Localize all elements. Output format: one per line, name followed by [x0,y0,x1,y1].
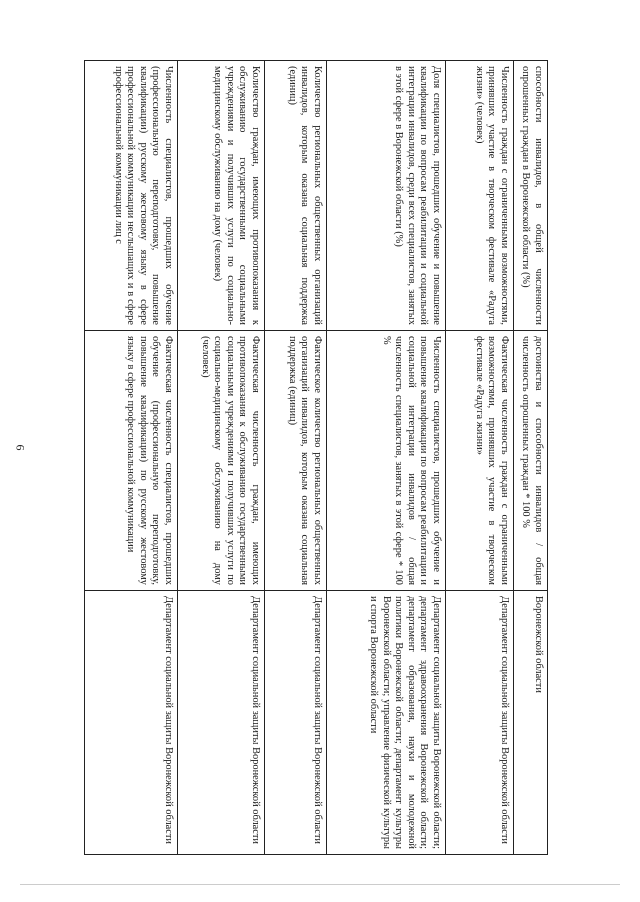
formula-cell: Численность специалистов, прошедших обучение и повышение квалификации по вопросам реабилитации и социальной интеграции инвалидов / общая численность специалистов, занятых в этой сфере * 100 % [327,331,446,591]
indicator-cell: Численность специалистов, прошедших обучение (профессиональную переподготовку, повышение квалификации) русскому жестовому языку в сфере профессиональной коммуникации неслышащих и в сфере профессиональной коммуникации лиц с [85,61,178,331]
indicator-cell: Численность граждан с ограниченными возможностями, принявших участие в творческом фестивале «Радуга жизни» (человек) [446,61,514,331]
table-row [514,61,548,855]
table-row [85,61,178,855]
formula-cell: Фактическое количество региональных общественных организаций инвалидов, которым оказана социальная поддержка (единиц) [265,331,327,591]
formula-cell: Фактическая численность граждан с ограниченными возможностями, принявших участие в творческом фестивале «Радуга жизни» [446,331,514,591]
formula-cell: достоинства и способности инвалидов / общая численность опрошенных граждан * 100 % [514,331,548,591]
table-row [327,61,446,855]
responsible-cell: Воронежской области [514,591,548,855]
page-number: 6 [13,444,28,451]
formula-cell: Фактическая численность граждан, имеющих противопоказания к обслуживанию государственными социальными учреждениями и получивших услуги по социально-медицинскому обслуживанию на дому (человек) [178,331,265,591]
table-row [178,61,265,855]
responsible-cell: Департамент социальной защиты Воронежской области [178,591,265,855]
responsible-cell: Департамент социальной защиты Воронежской области [265,591,327,855]
indicators-table [84,60,548,855]
page-edge-line [20,884,620,885]
indicator-cell: способности инвалидов, в общей численности опрошенных граждан в Воронежской области (%) [514,61,548,331]
responsible-cell: Департамент социальной защиты Воронежской области; департамент здравоохранения Воронежской области; департамент образования, науки и молодежной политики Воронежской области; департамент культуры Воронежской области; управление физической культуры и спорта Воронежской области [327,591,446,855]
responsible-cell: Департамент социальной защиты Воронежской области [446,591,514,855]
indicator-cell: Доля специалистов, прошедших обучение и повышение квалификации по вопросам реабилитации и социальной интеграции инвалидов, среди всех специалистов, занятых в этой сфере в Воронежской области (%) [327,61,446,331]
formula-cell: Фактическая численность специалистов, прошедших обучение (профессиональную переподготовку, повышение квалификации) по русскому жестовому языку в сфере профессиональной коммуникации [85,331,178,591]
table-row [265,61,327,855]
table-row [446,61,514,855]
indicator-cell: Количество граждан, имеющих противопоказания к обслуживанию государственными социальными учреждениями и получивших услуги по социально-медицинскому обслуживанию на дому (человек) [178,61,265,331]
indicator-cell: Количество региональных общественных организаций инвалидов, которым оказана социальная поддержка (единиц) [265,61,327,331]
responsible-cell: Департамент социальной защиты Воронежской области [85,591,178,855]
rotated-table-container [68,60,548,854]
